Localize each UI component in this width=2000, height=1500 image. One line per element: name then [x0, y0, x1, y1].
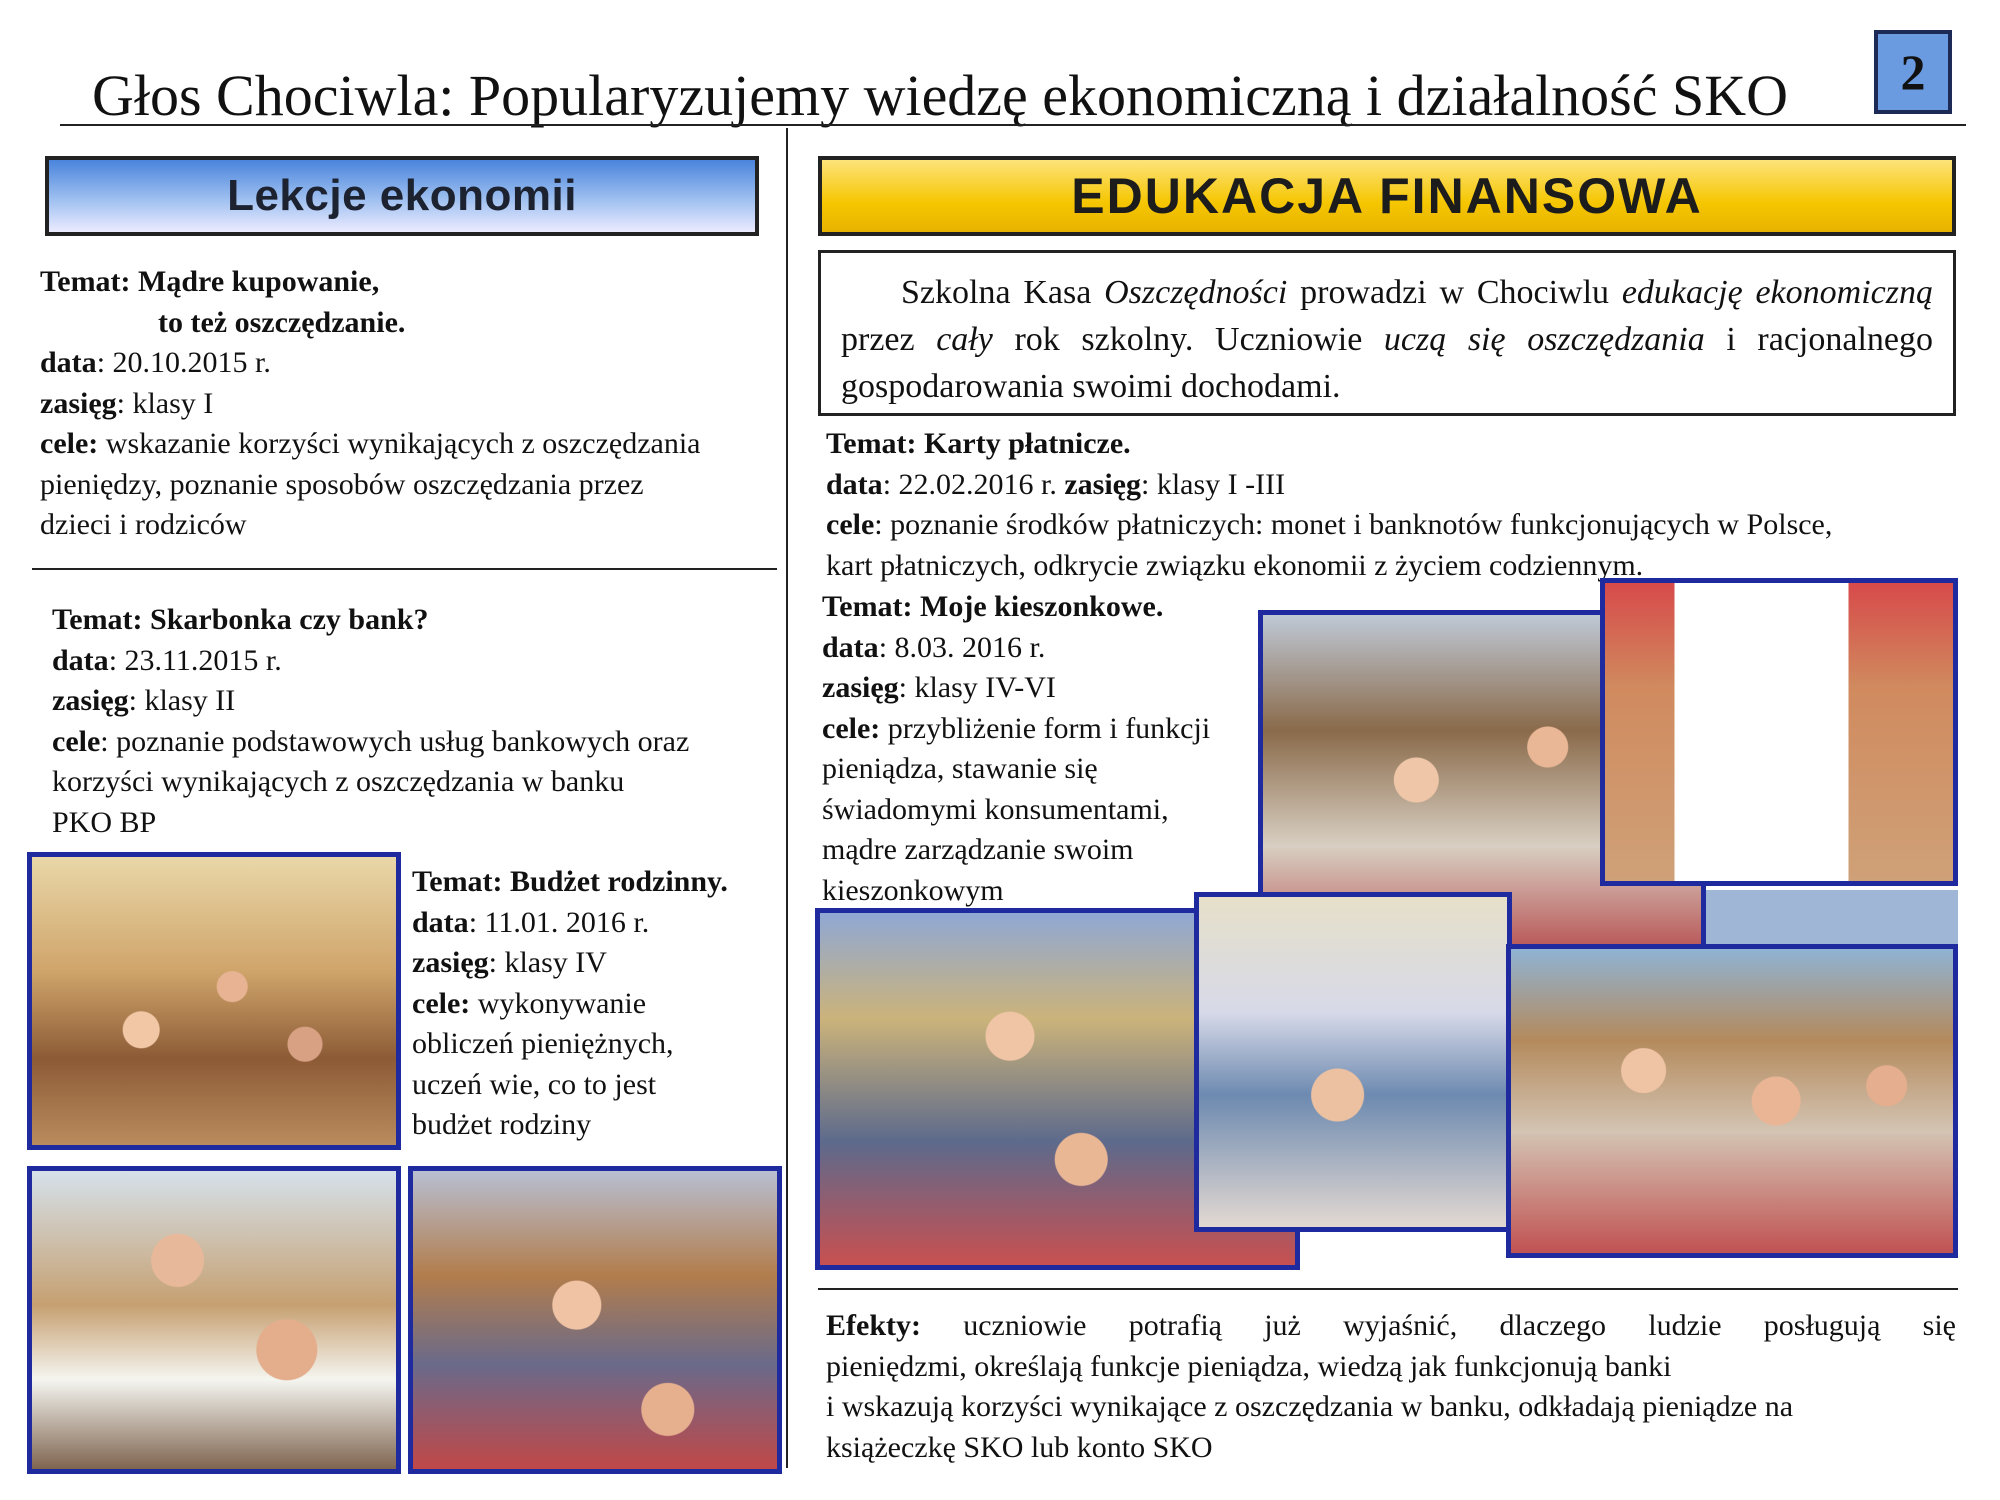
lesson-3-goals-line: wykonywanie: [477, 986, 647, 1020]
zasieg-label: zasięg: [822, 671, 899, 704]
cele-label: cele:: [822, 711, 881, 745]
intro-text: prowadzi w Chociwlu: [1287, 274, 1622, 311]
section-banner-economics-lessons: Lekcje ekonomii: [45, 156, 759, 236]
intro-emphasis: Oszczędności: [1104, 274, 1288, 311]
lesson-4-date: : 22.02.2016 r.: [882, 467, 1065, 501]
lesson-2-scope: : klasy II: [128, 684, 236, 717]
lesson-2-date: : 23.11.2015 r.: [108, 643, 282, 677]
lesson-3-goals-line: budżet rodziny: [412, 1108, 592, 1141]
lesson-5-scope: : klasy IV-VI: [898, 671, 1056, 704]
intro-emphasis: edukację ekonomiczną: [1621, 274, 1933, 311]
intro-text: i racjonalnego gospodarowania swoimi dochodami.: [841, 321, 1933, 405]
zasieg-label: zasięg: [412, 946, 489, 979]
lesson-2-topic: Skarbonka czy bank?: [150, 603, 429, 636]
cele-label: cele: [52, 724, 101, 758]
intro-text: Szkolna Kasa: [901, 274, 1105, 311]
lesson-2-goals-line: korzyści wynikających z oszczędzania w banku: [52, 765, 625, 798]
effects-block: [826, 1306, 1956, 1468]
lesson-2-goals-line: : poznanie podstawowych usług bankowych oraz: [100, 724, 690, 758]
data-label: data: [822, 630, 879, 664]
lesson-3-goals-line: uczeń wie, co to jest: [412, 1067, 657, 1101]
lesson-3-date: : 11.01. 2016 r.: [468, 905, 650, 939]
zasieg-label: zasięg: [40, 386, 117, 420]
lesson-4-goals-line: : poznanie środków płatniczych: monet i banknotów funkcjonujących w Polsce,: [874, 508, 1833, 541]
temat-label: Temat:: [822, 590, 913, 623]
lesson-5-goals-line: pieniądza, stawanie się: [822, 752, 1098, 785]
lesson-5-goals-line: mądre zarządzanie swoim: [822, 833, 1134, 866]
effects-line: książeczkę SKO lub konto SKO: [826, 1430, 1213, 1464]
cele-label: cele:: [40, 427, 99, 460]
effects-line: i wskazują korzyści wynikające z oszczędzania w banku, odkładają pieniądze na: [826, 1390, 1794, 1423]
lesson-block-4: [826, 424, 1966, 586]
data-label: data: [826, 467, 883, 501]
lesson-5-goals-line: kieszonkowym: [822, 873, 1004, 907]
lesson-4-goals-line: kart płatniczych, odkrycie związku ekonomii z życiem codziennym.: [826, 548, 1644, 582]
lesson-2-goals-line: PKO BP: [52, 805, 157, 839]
intro-emphasis: cały: [936, 321, 993, 358]
photo-classroom-budget: [27, 852, 401, 1150]
lesson-4-scope: : klasy I -III: [1141, 467, 1286, 501]
lesson-4-topic: Karty płatnicze.: [924, 427, 1131, 460]
lesson-5-date: : 8.03. 2016 r.: [878, 630, 1046, 664]
zasieg-label: zasięg: [52, 684, 129, 717]
photo-students-raising-hands: [408, 1166, 782, 1474]
temat-label: Temat:: [52, 603, 143, 636]
lesson-1-scope: : klasy I: [116, 386, 214, 420]
temat-label: Temat:: [412, 865, 503, 898]
cele-label: cele:: [412, 986, 471, 1020]
lesson-block-2: [52, 600, 792, 843]
data-label: data: [40, 346, 97, 379]
cele-label: cele: [826, 508, 875, 541]
photo-bank-posters: [1194, 892, 1512, 1232]
lesson-5-goals-line: świadomymi konsumentami,: [822, 792, 1169, 826]
lesson-5-topic: Moje kieszonkowe.: [920, 590, 1164, 623]
page-title: Głos Chociwla: Popularyzujemy wiedzę ekonomiczną i działalność SKO: [91, 63, 1789, 128]
effects-label: Efekty:: [826, 1309, 921, 1342]
zasieg-label: zasięg: [1064, 467, 1141, 501]
lesson-3-topic: Budżet rodzinny.: [510, 865, 728, 898]
lesson-1-topic: Mądre kupowanie,: [138, 265, 380, 298]
page-number-badge: 2: [1874, 30, 1952, 114]
data-label: data: [412, 905, 469, 939]
lesson-1-goals-line: pieniędzy, poznanie sposobów oszczędzania przez: [40, 467, 644, 501]
intro-text: rok szkolny. Uczniowie: [992, 321, 1384, 358]
section-rule: [32, 568, 777, 570]
section-rule: [818, 1288, 1958, 1290]
temat-label: Temat:: [826, 427, 917, 460]
header-rule: [60, 124, 1966, 126]
section-banner-financial-education: EDUKACJA FINANSOWA: [818, 156, 1956, 236]
lesson-1-topic-cont: to też oszczędzanie.: [158, 305, 406, 339]
data-label: data: [52, 643, 109, 677]
intro-text-box: [818, 250, 1956, 416]
photo-students-desks: [27, 1166, 401, 1474]
effects-line: pieniędzmi, określają funkcje pieniądza, wiedzą jak funkcjonują banki: [826, 1349, 1672, 1383]
lesson-3-scope: : klasy IV: [488, 946, 607, 979]
lesson-block-1: [40, 262, 800, 546]
lesson-1-goals-line: wskazanie korzyści wynikających z oszczędzania: [105, 427, 701, 460]
lesson-block-5: [822, 587, 1262, 911]
intro-text: przez: [841, 321, 937, 358]
lesson-5-goals-line: przybliżenie form i funkcji: [887, 711, 1211, 745]
intro-emphasis: uczą się oszczędzania: [1383, 321, 1705, 358]
lesson-3-goals-line: obliczeń pieniężnych,: [412, 1027, 674, 1060]
lesson-block-3: [412, 862, 792, 1146]
temat-label: Temat:: [40, 265, 131, 298]
effects-line: uczniowie potrafią już wyjaśnić, dlaczego ludzie posługują się: [963, 1309, 1956, 1342]
photo-worksheets-desk: [1600, 578, 1958, 886]
photo-pupils-at-desks: [1506, 944, 1958, 1258]
lesson-1-date: : 20.10.2015 r.: [96, 346, 271, 379]
lesson-1-goals-line: dzieci i rodziców: [40, 508, 247, 541]
